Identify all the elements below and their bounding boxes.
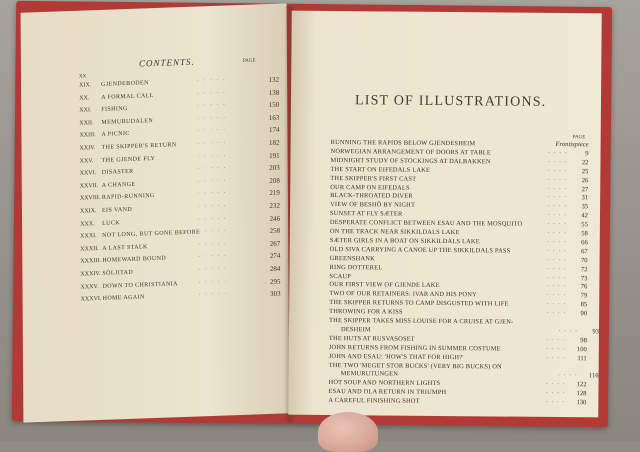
illustration-page: 122 — [576, 381, 587, 389]
leader-dots: .... — [545, 396, 569, 405]
chapter-page: 150 — [268, 100, 280, 110]
illustration-page: Frontispiece — [555, 140, 589, 149]
chapter-title: HOME AGAIN — [102, 294, 145, 303]
chapter-page: 208 — [269, 176, 280, 185]
chapter-number: XXXV. — [80, 283, 99, 291]
illustration-page: 22 — [581, 158, 589, 167]
leader-dots: .... — [547, 263, 570, 271]
illustration-title: ON THE TRACK NEAR SIKKILDALS LAKE — [329, 227, 460, 237]
leader-dots: .... — [558, 325, 582, 334]
illustration-title: OLD SIVA CARRYING A CANOE UP THE SIKKILDALS PASS — [329, 245, 511, 255]
chapter-page: 232 — [269, 201, 281, 211]
illustration-title: HOT SOUP AND NORTHERN LIGHTS — [328, 379, 441, 388]
illustration-title: ESAU AND OLA RETURN IN TRIUMPH — [328, 388, 447, 397]
chapter-page: 246 — [269, 214, 281, 223]
chapter-number: XXI. — [79, 107, 92, 114]
leader-dots: .... — [546, 343, 569, 351]
illustrations-page-label: PAGE — [572, 135, 586, 141]
illustration-page: 27 — [581, 185, 589, 193]
illustration-page: 67 — [581, 247, 588, 256]
leader-dots: .... — [547, 201, 571, 209]
leader-dots: ..... — [197, 100, 230, 108]
chapter-number: XIX. — [79, 82, 92, 89]
leader-dots: ..... — [198, 289, 232, 297]
illustration-title: THE SKIPPER'S FIRST CAST — [330, 174, 417, 183]
chapter-number: XXIV. — [79, 145, 96, 152]
illustration-title: THE SKIPPER RETURNS TO CAMP DISGUSTED WITH LIFE — [329, 299, 509, 308]
illustration-title: OUR CAMP ON EIFEDALS — [330, 183, 410, 192]
chapter-number: XXXIII. — [80, 258, 101, 265]
leader-dots: .... — [548, 147, 571, 155]
chapter-page: 138 — [268, 88, 280, 97]
chapter-number: XX. — [79, 94, 90, 102]
leader-dots: .... — [546, 334, 569, 342]
chapter-number: XXV. — [79, 157, 94, 165]
chapter-title: THE GJENDE FLY — [101, 155, 156, 164]
illustration-title: JOHN AND ESAU: 'HOW'S THAT FOR HIGH?' — [328, 352, 464, 361]
leader-dots: .... — [547, 254, 570, 262]
chapter-title: A CHANGE — [101, 181, 136, 189]
illustration-title: MIDNIGHT STUDY OF STOCKINGS AT DALBAKKEN — [330, 156, 491, 166]
illustration-page: 93 — [592, 328, 600, 336]
leader-dots: ..... — [198, 226, 231, 234]
leader-dots: ..... — [198, 276, 232, 285]
chapter-number: XXXVI. — [80, 296, 102, 303]
illustration-title: A CAREFUL FINISHING SHOT — [328, 397, 420, 405]
leader-dots: ..... — [197, 176, 231, 184]
leader-dots: .... — [546, 290, 570, 298]
leader-dots: .... — [547, 245, 570, 253]
hand-holding-book — [318, 412, 378, 452]
chapter-number: XXVIII. — [79, 195, 101, 203]
chapter-title: RAPID-RUNNING — [101, 193, 155, 202]
illustration-title: THE HUTS AT RUSVASOSET — [328, 334, 415, 343]
illustration-title: SÆTER GIRLS IN A BOAT ON SIKKILDALS LAKE — [329, 236, 480, 246]
chapter-number: XXII. — [79, 119, 94, 127]
illustration-title: BLACK-THROATED DIVER — [330, 192, 413, 201]
illustration-row — [328, 397, 586, 409]
contents-heading: CONTENTS. — [138, 56, 195, 69]
chapter-title: A FORMAL CALL — [101, 92, 154, 101]
leader-dots: .... — [546, 307, 570, 316]
illustration-title: DESHEIM — [340, 325, 371, 334]
leader-dots: ..... — [198, 239, 231, 247]
leader-dots: ..... — [197, 87, 230, 96]
leader-dots: ..... — [197, 75, 230, 83]
illustration-page: 25 — [581, 167, 589, 175]
leader-dots: ..... — [198, 251, 231, 259]
chapter-number: XXXII. — [80, 245, 99, 253]
contents-page-label: PAGE — [242, 58, 256, 64]
illustration-page: 42 — [581, 212, 589, 220]
illustration-title: THROWING FOR A KISS — [329, 308, 403, 316]
illustration-page: 58 — [581, 230, 588, 238]
illustration-title: GREENSHANK — [329, 254, 375, 263]
illustration-title: RING DOTTEREL — [329, 263, 383, 272]
leader-dots: .... — [547, 218, 570, 227]
chapter-page: 295 — [269, 277, 281, 286]
illustration-page: 98 — [580, 336, 587, 345]
leader-dots: .... — [547, 183, 571, 191]
chapter-title: A PICNIC — [101, 131, 130, 139]
leader-dots: .... — [548, 156, 571, 164]
chapter-title: MEMURUDALEN — [101, 117, 154, 126]
leader-dots: ..... — [197, 125, 230, 133]
chapter-title: DOWN TO CHRISTIANIA — [102, 280, 178, 290]
chapter-title: EIS VAND — [101, 206, 133, 214]
leader-dots: .... — [558, 370, 581, 378]
chapter-number: XXIX. — [79, 208, 97, 215]
chapter-page: 203 — [269, 163, 280, 173]
illustration-title: THE START ON EIFEDALS LAKE — [330, 165, 431, 174]
leader-dots: ..... — [197, 138, 231, 146]
leader-dots: ..... — [197, 113, 230, 121]
illustration-page: 79 — [580, 292, 588, 300]
leader-dots: .... — [547, 174, 571, 182]
chapter-page: 132 — [268, 75, 280, 85]
leader-dots: .... — [546, 352, 569, 360]
leader-dots: .... — [547, 227, 570, 236]
chapter-title: NOT LONG, BUT GONE BEFORE — [102, 229, 201, 240]
illustration-page: 66 — [581, 239, 588, 247]
chapter-title: HOMEWARD BOUND — [102, 256, 167, 265]
chapter-title: GJENDEBODEN — [101, 80, 149, 88]
right-page — [288, 11, 602, 418]
illustration-title: DESPERATE CONFLICT BETWEEN ESAU AND THE MOSQUITO — [329, 219, 523, 228]
illustration-page: 70 — [580, 256, 588, 264]
illustration-page: 90 — [580, 310, 588, 318]
leader-dots: .... — [547, 272, 570, 280]
chapter-page: 163 — [268, 113, 280, 122]
leader-dots: .... — [546, 281, 570, 289]
illustration-title: TWO OF OUR RETAINERS: IVAR AND HIS PONY — [329, 290, 477, 299]
leader-dots: .... — [546, 379, 569, 387]
illustration-title: NORWEGIAN ARRANGEMENT OF DOORS AT TABLE — [330, 147, 492, 157]
left-page — [21, 3, 290, 422]
leader-dots: ..... — [197, 188, 231, 196]
illustration-page: 85 — [580, 301, 588, 309]
leader-dots: .... — [547, 192, 571, 200]
illustration-title: RUNNING THE RAPIDS BELOW GJENDESHEIM — [330, 138, 476, 148]
chapter-title: THE SKIPPER'S RETURN — [101, 142, 177, 151]
chapter-title: FISHING — [101, 106, 128, 114]
illustration-title: SCAUP — [329, 272, 352, 280]
chapter-title: LUCK — [102, 219, 121, 227]
chapter-number: XXXIV. — [80, 270, 101, 278]
chapter-page: 274 — [269, 252, 281, 261]
column-marker: XX — [79, 74, 87, 80]
illustration-title: MEMURUTUNGEN — [340, 370, 399, 378]
leader-dots: .... — [547, 165, 571, 173]
illustration-title: SUNSET AT FLY SÆTER — [329, 210, 403, 218]
chapter-number: XXX. — [80, 220, 95, 228]
leader-dots: .... — [547, 210, 571, 218]
illustration-page: 130 — [576, 399, 587, 407]
chapter-number: XXIII. — [79, 132, 96, 140]
illustrations-heading: LIST OF ILLUSTRATIONS. — [354, 93, 547, 110]
leader-dots: ..... — [197, 150, 231, 159]
chapter-page: 284 — [269, 264, 281, 273]
illustration-page: 73 — [580, 274, 588, 282]
chapter-page: 182 — [269, 138, 280, 148]
chapter-page: 219 — [269, 189, 280, 198]
illustration-page: 31 — [581, 194, 589, 202]
illustration-title: THE TWO 'MEGET STOR BUCKS' (VERY BIG BUCKS) ON — [328, 361, 502, 371]
chapter-page: 174 — [268, 126, 280, 135]
illustration-title: JOHN RETURNS FROM FISHING IN SUMMER COSTUME — [328, 343, 501, 353]
illustration-page: 100 — [576, 345, 587, 353]
illustration-title: THE SKIPPER TAKES MISS LOUISE FOR A CRUISE AT GJEN- — [329, 316, 514, 326]
chapter-page: 267 — [269, 239, 281, 248]
chapter-number: XXVI. — [79, 170, 97, 177]
illustration-page: 128 — [576, 390, 587, 398]
illustration-page: 76 — [580, 283, 588, 291]
illustration-title: VIEW OF BESHÖ BY NIGHT — [330, 201, 416, 210]
illustration-page: 9 — [585, 150, 589, 158]
chapter-title: SÖLJITAD — [102, 269, 134, 277]
illustration-page: 116 — [588, 372, 599, 380]
chapter-title: A LAST STALK — [102, 244, 148, 252]
leader-dots: .... — [547, 236, 570, 244]
illustration-title: OUR FIRST VIEW OF GJENDE LAKE — [329, 281, 440, 290]
leader-dots: ..... — [198, 213, 231, 222]
chapter-title: DISASTER — [101, 168, 134, 177]
illustration-page: 111 — [577, 354, 587, 362]
illustration-page: 35 — [581, 203, 589, 211]
leader-dots: ..... — [197, 163, 231, 171]
leader-dots: .... — [546, 388, 569, 396]
chapter-page: 258 — [269, 226, 281, 236]
leader-dots: ..... — [198, 264, 231, 272]
chapter-page: 191 — [269, 151, 280, 160]
chapter-number: XXVII. — [79, 182, 99, 190]
illustration-page: 55 — [581, 221, 588, 229]
illustration-page: 26 — [581, 176, 589, 184]
chapter-page: 303 — [270, 289, 281, 299]
illustration-page: 72 — [580, 265, 588, 273]
leader-dots: ..... — [197, 201, 231, 209]
chapter-number: XXXI. — [80, 233, 97, 240]
leader-dots: .... — [546, 299, 570, 307]
